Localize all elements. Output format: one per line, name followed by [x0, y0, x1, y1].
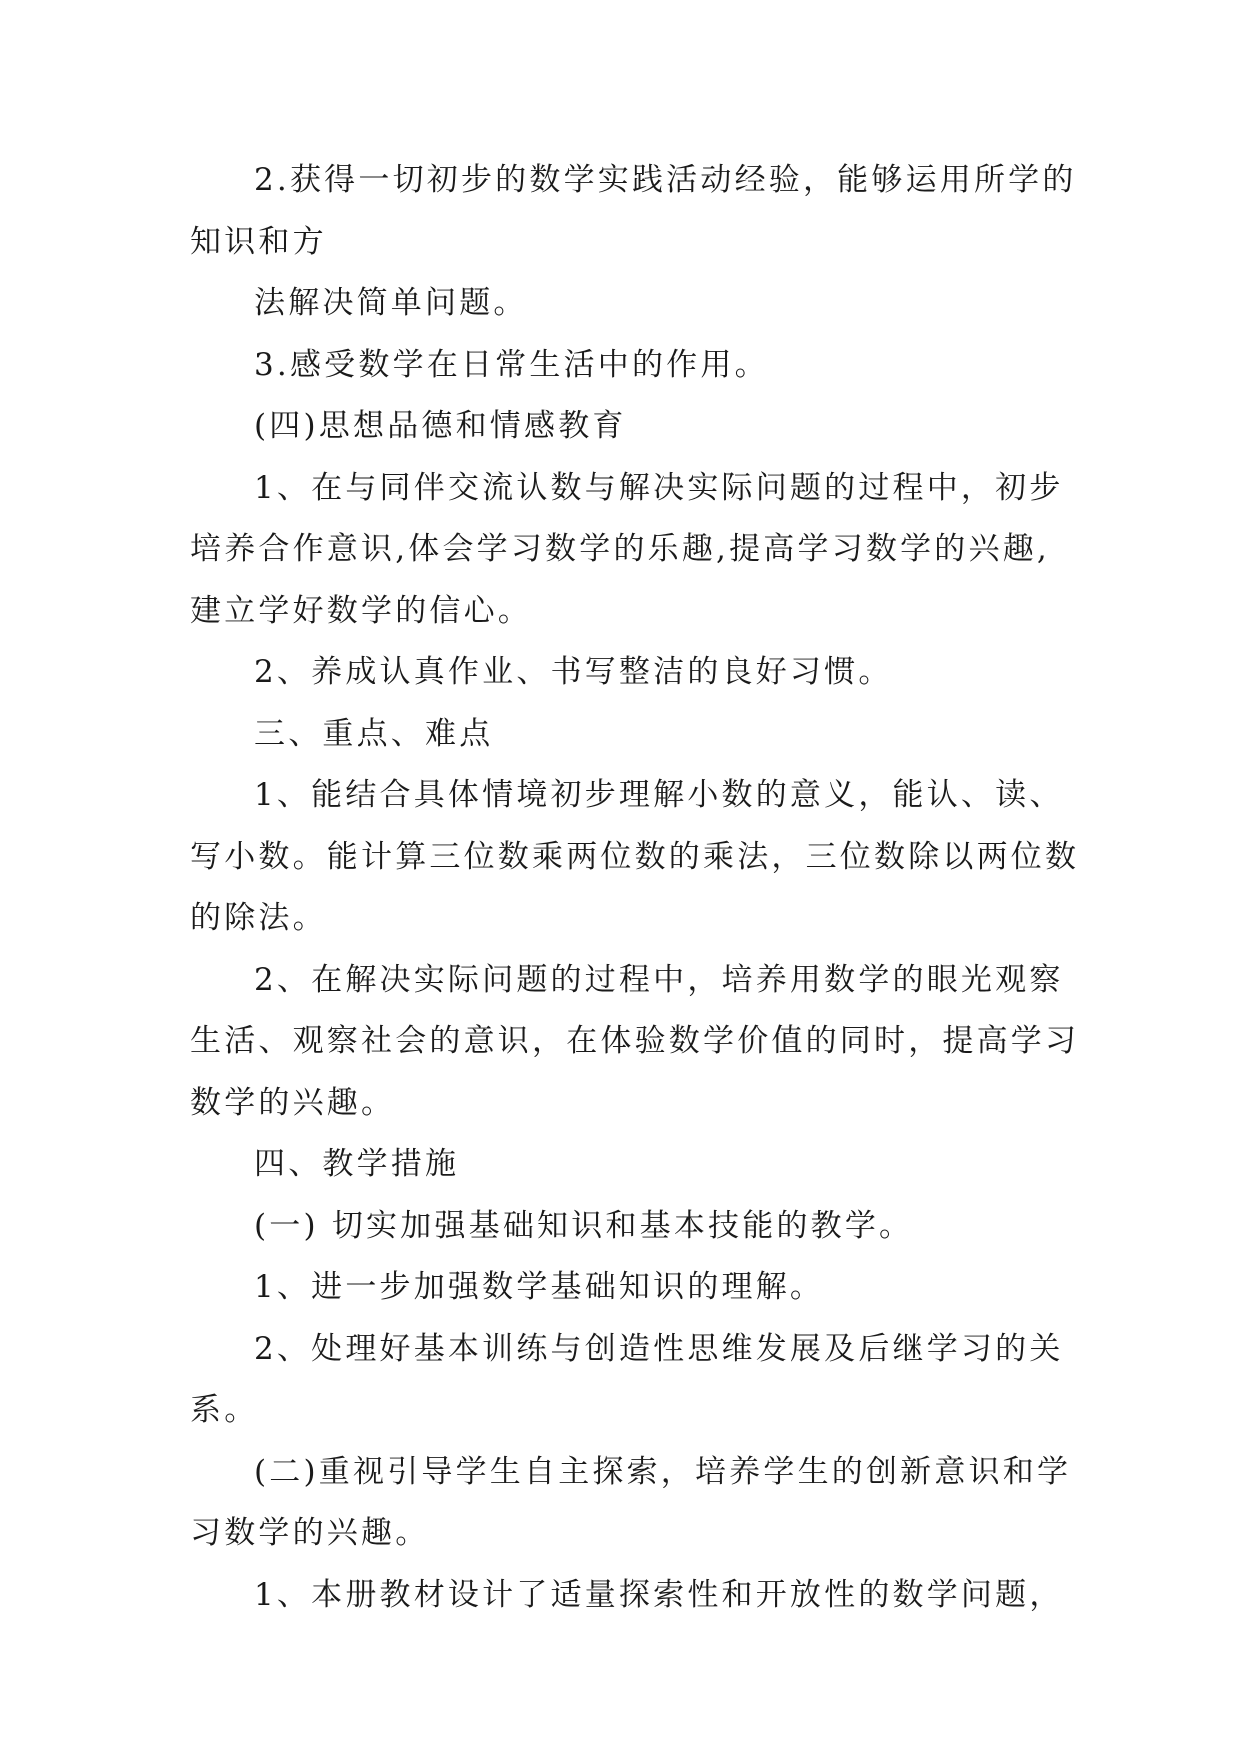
- text-line: 建立学好数学的信心。: [190, 592, 532, 629]
- section-heading: 四、教学措施: [254, 1146, 460, 1182]
- text-line: 2.获得一切初步的数学实践活动经验，能够运用所学的: [254, 162, 1077, 198]
- text-line: 法解决简单问题。: [254, 285, 528, 321]
- text-line: 1、在与同伴交流认数与解决实际问题的过程中，初步: [254, 469, 1064, 506]
- text-line: 2、养成认真作业、书写整洁的良好习惯。: [254, 654, 893, 690]
- text-line: 知识和方: [190, 223, 327, 260]
- text-line: 2、在解决实际问题的过程中，培养用数学的眼光观察: [254, 961, 1064, 998]
- text-line: 1、能结合具体情境初步理解小数的意义，能认、读、: [254, 777, 1064, 813]
- section-heading: (二)重视引导学生自主探索，培养学生的创新意识和学: [254, 1453, 1072, 1490]
- text-line: 生活、观察社会的意识，在体验数学价值的同时，提高学习: [190, 1023, 1080, 1059]
- section-heading: (四)思想品德和情感教育: [254, 408, 627, 444]
- text-line: 2、处理好基本训练与创造性思维发展及后继学习的关: [254, 1330, 1064, 1367]
- document-body: [190, 150, 1080, 1626]
- text-line: 习数学的兴趣。: [190, 1515, 430, 1551]
- text-line: 系。: [190, 1392, 259, 1428]
- section-heading: 三、重点、难点: [254, 715, 494, 752]
- text-line: 3.感受数学在日常生活中的作用。: [254, 346, 769, 383]
- text-line: 数学的兴趣。: [190, 1084, 396, 1121]
- text-line: 的除法。: [190, 900, 327, 936]
- text-line: 培养合作意识,体会学习数学的乐趣,提高学习数学的兴趣,: [190, 531, 1050, 567]
- text-line: 1、本册教材设计了适量探索性和开放性的数学问题，: [254, 1576, 1064, 1613]
- text-line: 1、进一步加强数学基础知识的理解。: [254, 1269, 825, 1305]
- section-heading: (一) 切实加强基础知识和基本技能的教学。: [254, 1207, 914, 1244]
- text-line: 写小数。能计算三位数乘两位数的乘法，三位数除以两位数: [190, 838, 1080, 875]
